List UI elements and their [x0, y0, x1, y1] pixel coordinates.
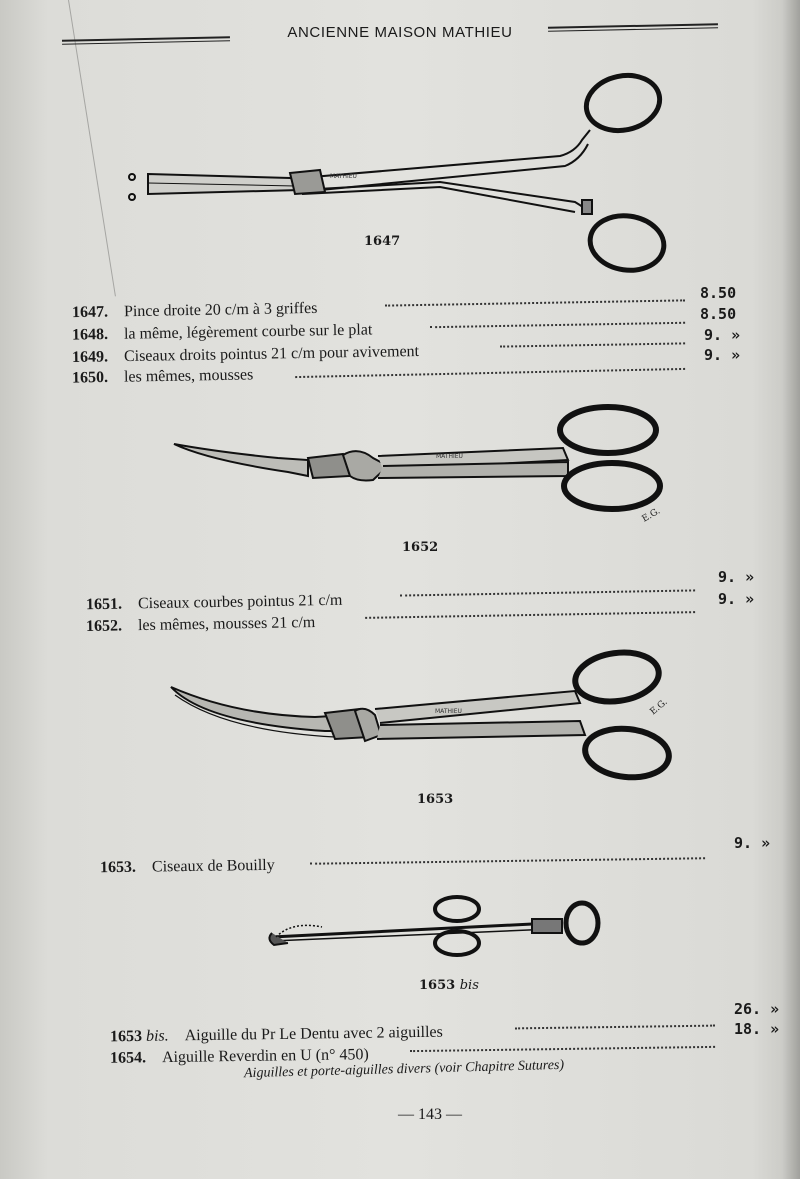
- price-1652: 9. »: [718, 590, 755, 608]
- dot-leader: [365, 597, 695, 619]
- price-1653bis: 26. »: [734, 1000, 780, 1018]
- entry-number: 1649.: [71, 348, 109, 367]
- scissors-engraving: MATHIEU: [436, 453, 463, 460]
- entry-number: 1654.: [109, 1049, 147, 1067]
- page-edge-shadow: [782, 0, 800, 1179]
- price-1649: 9. »: [704, 326, 741, 344]
- entry-description: Aiguille du Pr Le Dentu avec 2 aiguilles: [184, 1023, 443, 1045]
- entry-1653bis: [110, 1024, 443, 1047]
- header-title: ANCIENNE MAISON MATHIEU: [287, 24, 513, 41]
- entry-number: 1651.: [85, 595, 123, 614]
- engraver-initials: E.G.: [640, 506, 663, 525]
- dot-leader: [310, 843, 705, 865]
- dot-leader: [515, 1011, 715, 1030]
- figure-caption-1647: 1647: [364, 234, 401, 249]
- entry-description: Ciseaux droits pointus 21 c/m pour avivement: [123, 342, 420, 366]
- entry-number: 1650.: [71, 368, 109, 387]
- entry-number: 1653: [109, 1027, 143, 1046]
- entry-number: 1648.: [71, 325, 109, 344]
- scissors-engraving: MATHIEU: [435, 708, 462, 715]
- entry-number: 1652.: [85, 617, 123, 635]
- page-number: — 143 —: [398, 1106, 462, 1123]
- scissors-1652-illustration: [168, 400, 678, 530]
- entry-number: 1653.: [99, 858, 137, 877]
- forceps-1647-illustration: [120, 70, 680, 285]
- entry-number: 1647.: [71, 303, 109, 322]
- entry-1647: [72, 300, 318, 322]
- sutures-note: Aiguilles et porte-aiguilles divers (voir Chapitre Sutures): [243, 1057, 565, 1082]
- engraver-initials: E.G.: [648, 697, 670, 718]
- entry-description: Ciseaux courbes pointus 21 c/m: [137, 591, 343, 613]
- price-1650: 9. »: [704, 346, 741, 364]
- forceps-engraving: MATHIEU: [330, 173, 357, 180]
- needle-1653bis-illustration: [262, 893, 607, 963]
- entry-description: Pince droite 20 c/m à 3 griffes: [123, 299, 318, 321]
- figure-caption-1652: 1652: [402, 540, 439, 555]
- entry-number-suffix: bis.: [145, 1027, 169, 1045]
- price-1654: 18. »: [734, 1020, 780, 1038]
- entry-description: Ciseaux de Bouilly: [151, 856, 275, 876]
- entry-description: les mêmes, mousses 21 c/m: [137, 614, 316, 635]
- entry-description: Aiguille Reverdin en U (n° 450): [161, 1046, 369, 1067]
- dot-leader: [410, 1032, 715, 1052]
- price-1647: 8.50: [700, 284, 737, 302]
- entry-description: la même, légèrement courbe sur le plat: [123, 321, 373, 343]
- figure-caption-1653bis: 1653 bis: [419, 978, 479, 993]
- figure-caption-1653: 1653: [417, 792, 454, 807]
- entry-1652: [86, 614, 316, 636]
- scissors-1653-illustration: [165, 645, 680, 785]
- price-1651: 9. »: [718, 568, 755, 586]
- price-1653: 9. »: [734, 834, 771, 852]
- price-1648: 8.50: [700, 305, 737, 323]
- entry-1648: [72, 321, 373, 344]
- dot-leader: [400, 575, 695, 596]
- entry-1653: [100, 857, 275, 877]
- entry-1650: [72, 366, 254, 387]
- dot-leader: [385, 285, 685, 306]
- entry-description: les mêmes, mousses: [123, 366, 254, 386]
- dot-leader: [430, 308, 685, 328]
- entry-1651: [86, 592, 343, 614]
- dot-leader: [500, 328, 685, 347]
